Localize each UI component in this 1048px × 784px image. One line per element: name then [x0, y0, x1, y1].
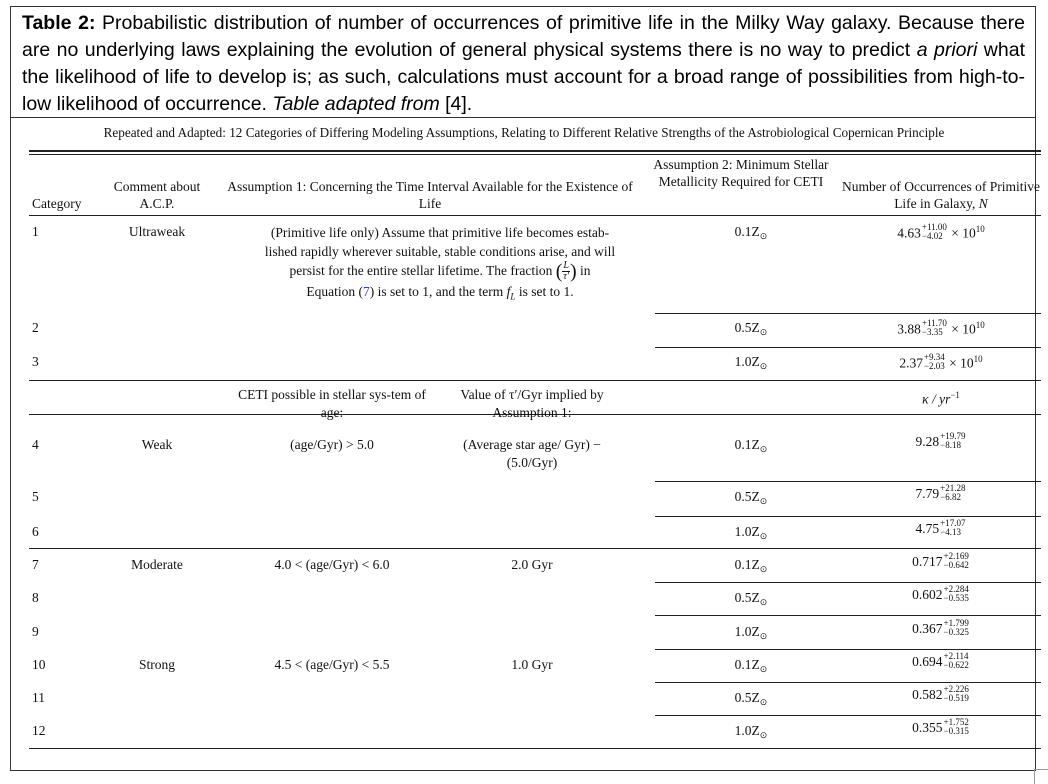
- category-cell: 4: [32, 437, 39, 452]
- category-cell: 1: [32, 224, 39, 239]
- header-category: Category: [32, 196, 82, 211]
- category-cell: 12: [32, 723, 46, 738]
- subheader-ceti: CETI possible in stellar sys-tem of age:: [238, 387, 426, 420]
- table-caption: [10, 6, 1036, 118]
- metallicity-cell: $0.1Z_⊙$: [734, 224, 768, 241]
- comment-cell: Moderate: [131, 557, 183, 572]
- comment-cell: Weak: [141, 437, 173, 452]
- metallicity-cell: $1.0Z_⊙$: [734, 723, 768, 740]
- metallicity-cell: $0.1Z_⊙$: [734, 437, 768, 454]
- page-corner-mark: [1034, 769, 1048, 784]
- age-cell: 4.0 < (age/Gyr) < 6.0: [274, 557, 390, 572]
- occurrence-value-cell: 4.75 +17.07 −4.13: [915, 517, 966, 537]
- category-cell: 6: [32, 524, 39, 539]
- metallicity-cell: $0.5Z_⊙$: [734, 590, 768, 607]
- rule-partial-6: [655, 649, 1041, 650]
- metallicity-cell: $0.1Z_⊙$: [734, 657, 768, 674]
- header-comment: Comment about A.C.P.: [113, 179, 201, 211]
- occurrence-value-cell: 2.37 +9.34 −2.03 × $10^{10}$: [899, 352, 983, 372]
- tau-cell: (Average star age/ Gyr) − (5.0/Gyr): [463, 437, 601, 470]
- occurrence-value-cell: 9.28 +19.79 −8.18: [915, 430, 966, 450]
- tau-cell: 2.0 Gyr: [511, 557, 553, 572]
- caption-text-1: Probabilistic distribution of number of occurrences of primitive life in the Milky Way galaxy. Because there are no underlying laws explaining the evolution of general physical systems there is no way to predict: [22, 12, 1025, 61]
- rule-partial-3: [655, 516, 1041, 517]
- rule-partial-8: [655, 715, 1041, 716]
- age-cell: 4.5 < (age/Gyr) < 5.5: [274, 657, 390, 672]
- metallicity-cell: $1.0Z_⊙$: [734, 354, 768, 371]
- caption-adapted: Table adapted from: [272, 93, 440, 115]
- rule-partial-1: [655, 347, 1041, 348]
- category-cell: 11: [32, 690, 45, 705]
- caption-label: Table 2:: [22, 12, 96, 34]
- metallicity-cell: $1.0Z_⊙$: [734, 524, 768, 541]
- occurrence-value-cell: 0.717 +2.169 −0.642: [912, 550, 969, 570]
- rule-partial-7: [655, 682, 1041, 683]
- occurrence-value-cell: 0.355 +1.752 −0.315: [912, 716, 969, 736]
- category-cell: 10: [32, 657, 46, 672]
- caption-a-priori: a priori: [916, 39, 978, 61]
- occurrence-value-cell: 0.602 +2.284 −0.535: [912, 583, 969, 603]
- rule-partial-5: [655, 615, 1041, 616]
- rule-full-0: [29, 380, 1041, 381]
- metallicity-cell: $0.5Z_⊙$: [734, 489, 768, 506]
- category-cell: 5: [32, 489, 39, 504]
- occurrence-value-cell: 0.582 +2.226 −0.519: [912, 683, 969, 703]
- metallicity-cell: $1.0Z_⊙$: [734, 624, 768, 641]
- rule-top: [29, 150, 1041, 152]
- metallicity-cell: $0.5Z_⊙$: [734, 320, 768, 337]
- occurrence-value-cell: 0.367 +1.799 −0.325: [912, 617, 969, 637]
- rule-partial-4: [655, 582, 1041, 583]
- table-frame: [10, 118, 1040, 771]
- rule-full-2: [29, 548, 1041, 549]
- rule-header: [29, 215, 1041, 216]
- rule-full-3: [29, 748, 1041, 749]
- occurrence-value-cell: 4.63 +11.00 −4.02 × $10^{10}$: [897, 222, 985, 242]
- metallicity-cell: $0.1Z_⊙$: [734, 557, 768, 574]
- header-assumption1: Assumption 1: Concerning the Time Interval Available for the Existence of Life: [227, 179, 633, 211]
- category-cell: 2: [32, 320, 39, 335]
- assumption1-row1-text: (Primitive life only) Assume that primitive life becomes estab- lished rapidly wherever suitable, stable conditions arise, and will persist for the entire stellar lifetime. The fraction ( $\frac{L}{\tau'}$ ) in Equation (7) is set to 1, and the term $f_L$ is set to 1.: [264, 225, 616, 303]
- occurrence-value-cell: 7.79 +21.28 −6.82: [915, 482, 966, 502]
- metallicity-cell: $0.5Z_⊙$: [734, 690, 768, 707]
- caption-ref: [4].: [439, 93, 473, 115]
- category-cell: 9: [32, 624, 39, 639]
- table-title: Repeated and Adapted: 12 Categories of Differing Modeling Assumptions, Relating to Different Relative Strengths of the Astrobiological Copernican Principle: [103, 125, 945, 140]
- tau-cell: 1.0 Gyr: [511, 657, 553, 672]
- comment-cell: Strong: [138, 657, 175, 672]
- caption-text-2: what the likelihood of life to develop is; as such, calculations must account for a broad range of possibilities from high-to-low likelihood of occurrence.: [22, 39, 1025, 115]
- rule-partial-0: [655, 313, 1041, 314]
- subheader-kappa: κ / $yr^{-1}$: [922, 390, 960, 407]
- occurrence-value-cell: 0.694 +2.114 −0.622: [912, 650, 969, 670]
- comment-cell: Ultraweak: [128, 224, 186, 239]
- header-occurrences: Number of Occurrences of Primitive Life in Galaxy, N: [842, 179, 1040, 211]
- rule-partial-2: [655, 481, 1041, 482]
- header-assumption2: Assumption 2: Minimum Stellar Metallicity Required for CETI: [653, 157, 829, 189]
- subheader-tau: Value of τ′/Gyr implied by Assumption 1:: [460, 387, 604, 420]
- rule-top-2: [29, 154, 1041, 155]
- age-cell: (age/Gyr) > 5.0: [290, 437, 374, 452]
- category-cell: 7: [32, 557, 39, 572]
- category-cell: 8: [32, 590, 39, 605]
- category-cell: 3: [32, 354, 39, 369]
- occurrence-value-cell: 3.88 +11.70 −3.35 × $10^{10}$: [897, 318, 985, 338]
